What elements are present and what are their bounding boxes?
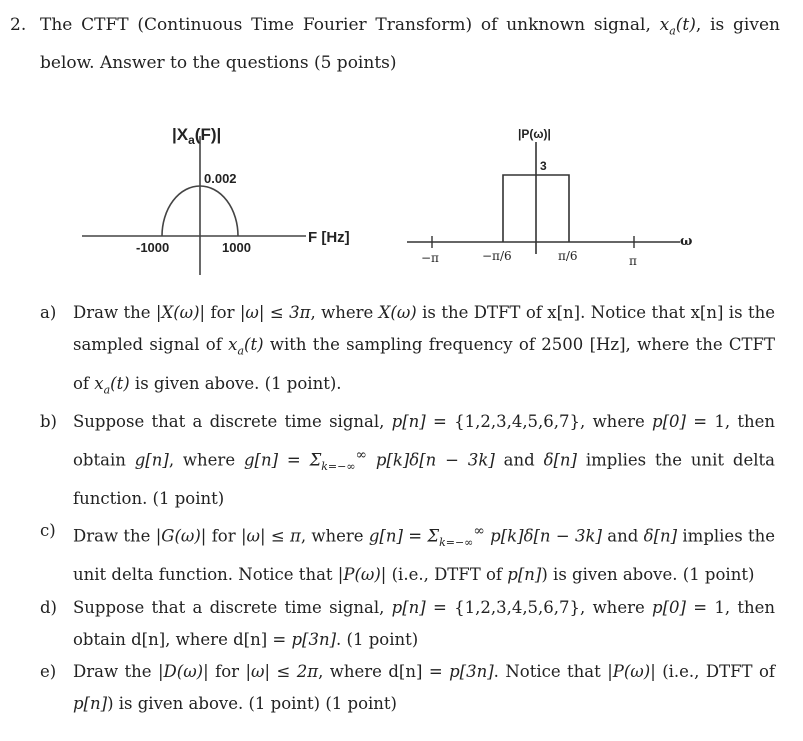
part-c: c) Draw the |G(ω)| for |ω| ≤ π, where $g[n] = \Sigma_{k=-\infty}^\infty$ p[k]δ[n − 3k] and δ[n] implies the unit delta function. Notice that |P(ω)| (i.e., DTFT of p[n]) is given above. (1 point)	[40, 521, 776, 585]
figures-svg	[0, 110, 803, 285]
right-tick-label-pi: π	[629, 254, 637, 268]
right-tick-label-neg-pi6: −π/6	[482, 249, 512, 263]
left-peak-value: 0.002	[204, 171, 237, 186]
part-b: b) Suppose that a discrete time signal, p[n] = {1,2,3,4,5,6,7}, where p[0] = 1, then obtain g[n], where $g[n] = \Sigma_{k=-\infty}^\infty$ p[k]δ[n − 3k] and δ[n] implies the unit delta function. (1 point)	[40, 412, 775, 508]
figure-left-xa	[82, 125, 350, 275]
part-a: a) Draw the |X(ω)| for |ω| ≤ 3π, where X(ω) is the DTFT of x[n]. Notice that x[n] is the sampled signal of $x_a(t)$ with the sampling frequency of 2500 [Hz], where the CTFT of $x_a(t)$ is given above. (1 point).	[40, 303, 775, 397]
left-title: $|X_a(F)|$	[172, 125, 222, 147]
part-d: d) Suppose that a discrete time signal, p[n] = {1,2,3,4,5,6,7}, where p[0] = 1, then obtain d[n], where d[n] = p[3n]. (1 point)	[40, 597, 775, 649]
sub-questions	[40, 297, 775, 721]
question-intro: The CTFT (Continuous Time Fourier Transform) of unknown signal, $x_a(t)$, is given below. Answer to the questions (5 points)	[40, 15, 780, 74]
right-peak-value: 3	[540, 159, 547, 173]
right-tick-label-pi6: π/6	[558, 249, 578, 263]
part-e: e) Draw the |D(ω)| for |ω| ≤ 2π, where d[n] = p[3n]. Notice that |P(ω)| (i.e., DTFT of p[n]) is given above. (1 point) (1 point)	[40, 662, 775, 714]
left-tick-1000: 1000	[222, 240, 251, 255]
left-axis-label: F [Hz]	[308, 229, 350, 246]
left-tick-neg1000: -1000	[136, 240, 170, 255]
question-number: 2.	[10, 15, 27, 35]
right-axis-label: ω	[680, 234, 693, 249]
figure-right-p	[407, 127, 692, 268]
right-title: |P(ω)|	[518, 127, 551, 141]
figures	[0, 110, 803, 285]
right-tick-label-neg-pi: −π	[421, 251, 439, 265]
question-header	[10, 9, 780, 79]
